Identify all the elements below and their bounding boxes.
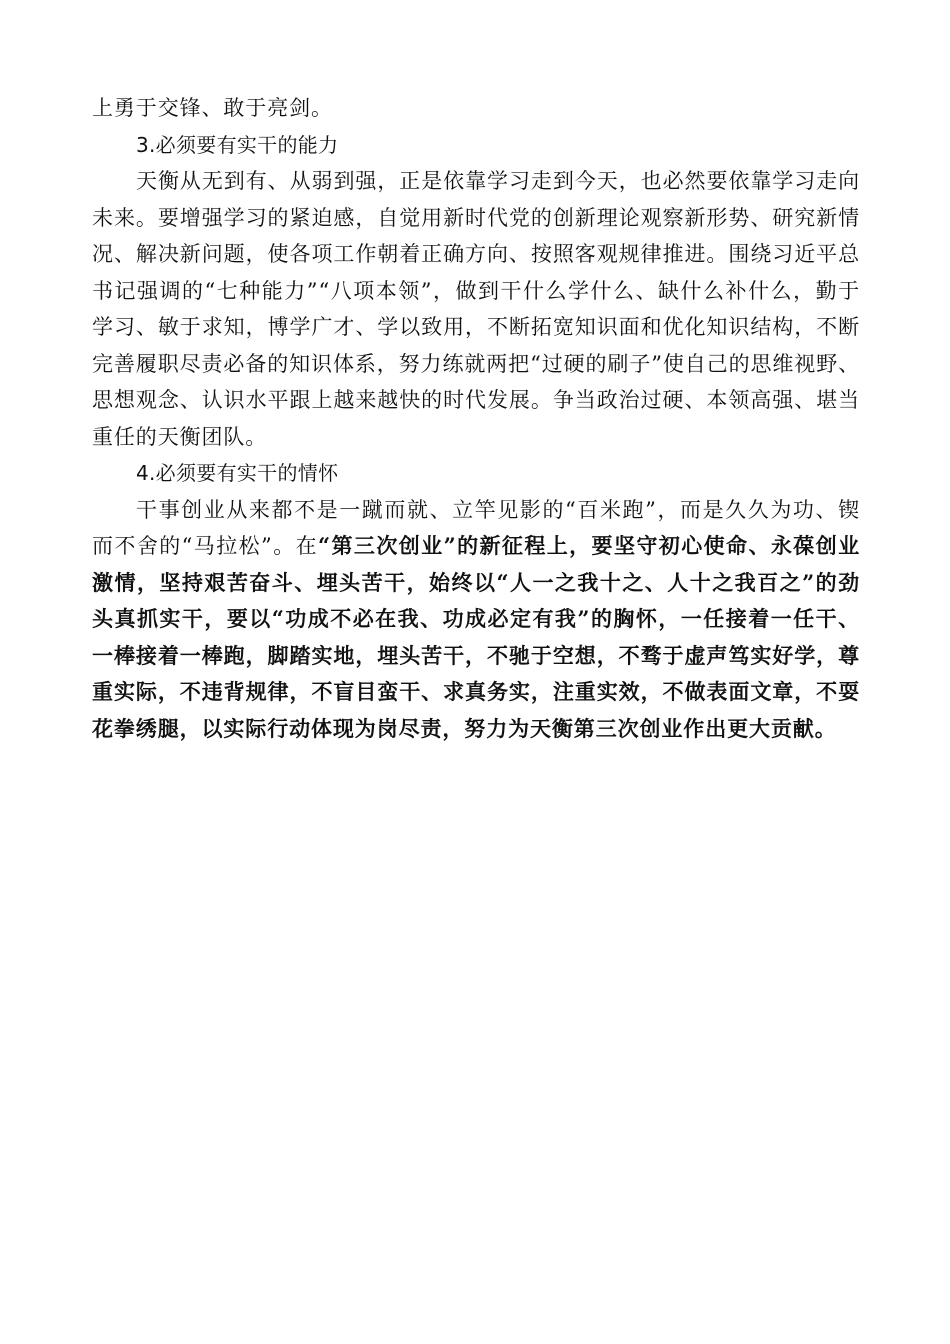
paragraph-passion-normal-text: 干事创业从来都不是一蹴而就、立竿见影的“百米跑”，而是久久为功、锲而不舍的“马拉松”。在 <box>92 497 860 558</box>
paragraph-passion-bold-text: “第三次创业”的新征程上，要坚守初心使命、永葆创业激情，坚持艰苦奋斗、埋头苦干，始终以“人一之我十之、人十之我百之”的劲头真抓实干，要以“功成不必在我、功成必定有我”的胸怀，一任接着一任干、一棒接着一棒跑，脚踏实地，埋头苦干，不驰于空想，不骛于虚声笃实好学，尊重实际，不违背规律，不盲目蛮干、求真务实，注重实效，不做表面文章，不耍花拳绣腿，以实际行动体现为岗尽责，努力为天衡第三次创业作出更大贡献。 <box>92 533 861 741</box>
paragraph-passion <box>92 492 860 748</box>
document-body <box>92 90 860 747</box>
paragraph-continuation: 上勇于交锋、敢于亮剑。 <box>92 96 333 120</box>
section-heading-4: 4.必须要有实干的情怀 <box>136 461 339 485</box>
paragraph-learning: 天衡从无到有、从弱到强，正是依靠学习走到今天，也必然要依靠学习走向未来。要增强学习的紧迫感，自觉用新时代党的创新理论观察新形势、研究新情况、解决新问题，使各项工作朝着正确方向、按照客观规律推进。围绕习近平总书记强调的“七种能力”“八项本领”，做到干什么学什么、缺什么补什么，勤于学习、敏于求知，博学广才、学以致用，不断拓宽知识面和优化知识结构，不断完善履职尽责必备的知识体系，努力练就两把“过硬的刷子”使自己的思维视野、思想观念、认识水平跟上越来越快的时代发展。争当政治过硬、本领高强、堪当重任的天衡团队。 <box>92 169 860 449</box>
section-heading-3: 3.必须要有实干的能力 <box>136 132 339 157</box>
